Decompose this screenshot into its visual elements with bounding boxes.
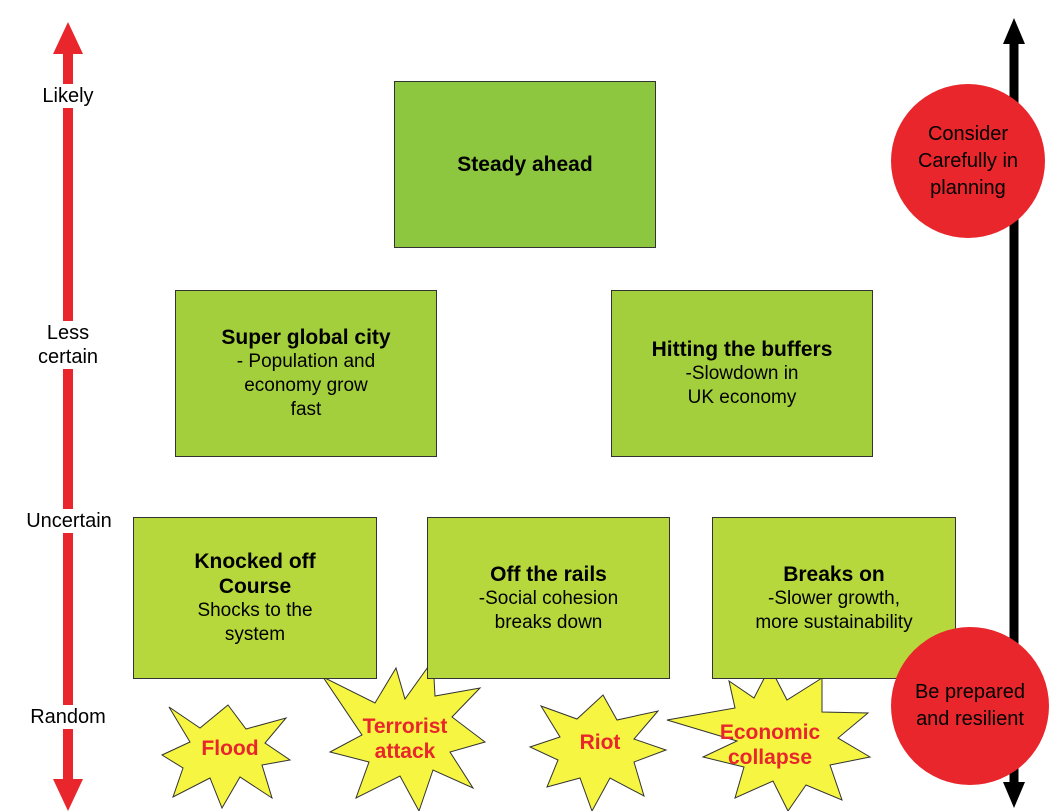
scenario-subtitle: Shocks to the system bbox=[197, 600, 313, 645]
shock-terrorist-label: Terrorist attack bbox=[362, 715, 448, 763]
scenario-knocked-off-course bbox=[133, 517, 377, 679]
level-random: Random bbox=[18, 705, 118, 729]
scenario-subtitle: -Social cohesion breaks down bbox=[478, 587, 619, 633]
scenario-subtitle: -Slowdown in UK economy bbox=[685, 363, 799, 408]
scenario-title: Steady ahead bbox=[457, 153, 593, 176]
scenario-hitting-the-buffers bbox=[611, 290, 873, 457]
level-uncertain: Uncertain bbox=[10, 509, 128, 533]
scenario-subtitle: - Population and economy grow fast bbox=[236, 351, 376, 420]
scenario-steady-ahead bbox=[394, 81, 656, 248]
advice-be-prepared: Be prepared and resilient bbox=[891, 627, 1049, 785]
scenario-title: Breaks on bbox=[783, 562, 885, 586]
likelihood-axis bbox=[53, 22, 83, 811]
scenario-title: Off the rails bbox=[490, 562, 607, 586]
planning-arrow-down bbox=[1003, 782, 1025, 808]
scenario-subtitle: -Slower growth, more sustainability bbox=[755, 587, 913, 633]
planning-arrow-up bbox=[1003, 18, 1025, 44]
shock-economic-label: Economic collapse bbox=[719, 721, 821, 769]
axis-arrow-down bbox=[53, 779, 83, 811]
scenario-super-global-city bbox=[175, 290, 437, 457]
level-less-certain: Less certain bbox=[28, 321, 108, 369]
level-likely: Likely bbox=[22, 84, 114, 108]
shock-flood-label: Flood bbox=[201, 737, 259, 760]
scenario-title: Knocked off Course bbox=[194, 550, 316, 598]
advice-consider-carefully: Consider Carefully in planning bbox=[891, 84, 1045, 238]
scenario-title: Hitting the buffers bbox=[651, 338, 833, 361]
axis-arrow-up bbox=[53, 22, 83, 54]
shock-riot-label: Riot bbox=[579, 731, 621, 754]
scenario-off-the-rails bbox=[427, 517, 670, 679]
scenario-title: Super global city bbox=[221, 326, 391, 349]
